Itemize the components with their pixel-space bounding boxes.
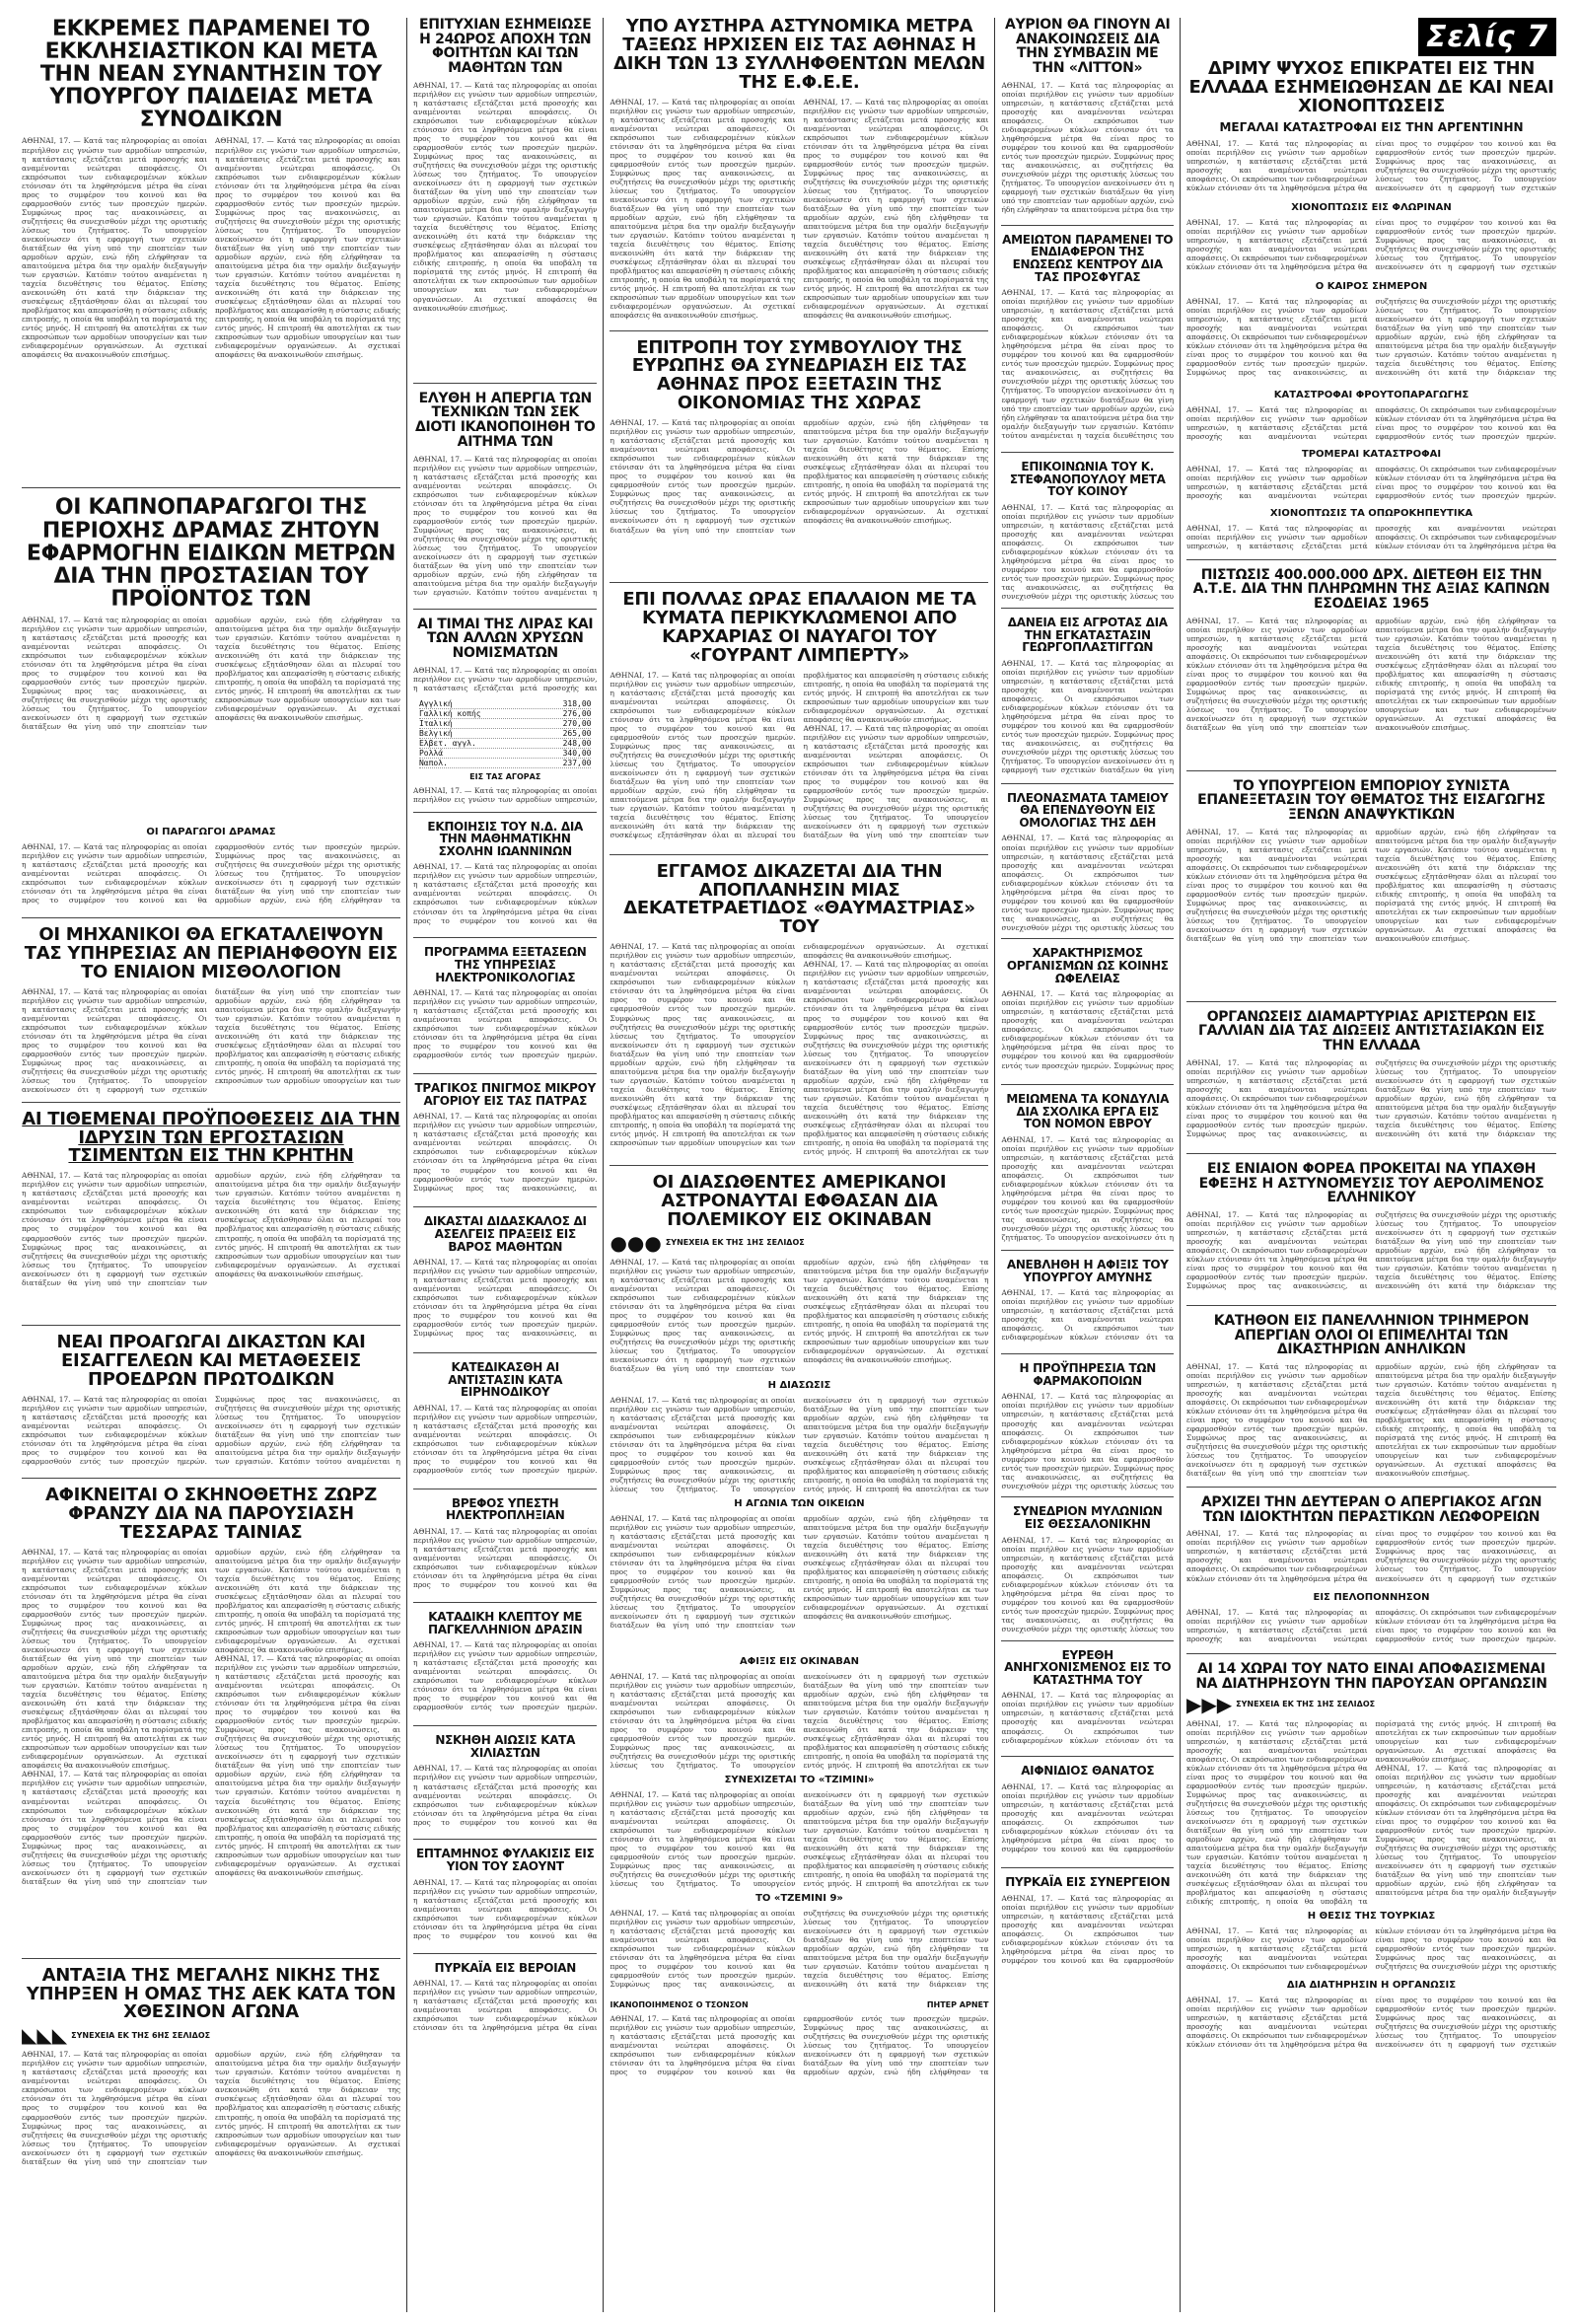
kicker: ΣΥΝΕΧΕΙΑ ΕΚ ΤΗΣ 1ΗΣ ΣΕΛΙΔΟΣ — [1236, 1700, 1376, 1709]
article-text — [22, 842, 400, 911]
article-dei-bonds — [1001, 792, 1174, 940]
article-teacher — [413, 1215, 598, 1353]
headline: ΕΥΡΕΘΗ ΑΝΗΓΧΟΝΙΣΜΕΝΟΣ ΕΙΣ ΤΟ ΚΑΤΑΣΤΗΜΑ ΤΟΥ — [1004, 1647, 1172, 1687]
article-drowning — [413, 1082, 598, 1207]
article-text — [22, 616, 400, 823]
rate-row: Αγγλική 318,00 — [418, 698, 592, 708]
article-seduction — [610, 860, 988, 1167]
article-evros-schools — [1001, 1093, 1174, 1251]
article-hanged — [1001, 1649, 1174, 1758]
headline: ΑΙ ΤΙΜΑΙ ΤΗΣ ΛΙΡΑΣ ΚΑΙ ΤΩΝ ΑΛΛΩΝ ΧΡΥΣΩΝ ΝΟΜΙΣΜΑΤΩΝ — [417, 616, 594, 661]
column-1 — [16, 18, 407, 2312]
headline: ΝΕΑΙ ΠΡΟΑΓΩΓΑΙ ΔΙΚΑΣΤΩΝ ΚΑΙ ΕΙΣΑΓΓΕΛΕΩΝ ΚΑΙ ΜΕΤΑΘΕΣΕΙΣ ΠΡΟΕΔΡΩΝ ΠΡΩΤΟΔΙΚΩΝ — [56, 1332, 366, 1391]
headline: ΕΚΚΡΕΜΕΣ ΠΑΡΑΜΕΝΕΙ ΤΟ ΕΚΚΛΗΣΙΑΣΤΙΚΟΝ ΚΑΙ ΜΕΤΑ ΤΗΝ ΝΕΑΝ ΣΥΝΑΝΤΗΣΙΝ ΤΟΥ ΥΠΟΥΡΓΟΥ ΠΑΙΔΕΙΑΣ ΜΕΤΑ ΣΥΝΟΔΙΚΩΝ — [39, 18, 383, 133]
subheading: Ο ΚΑΙΡΟΣ ΣΗΜΕΡΟΝ — [1315, 280, 1428, 292]
article-engineers — [22, 923, 400, 1103]
subheading: ΤΡΟΜΕΡΑΙ ΚΑΤΑΣΤΡΟΦΑΙ — [1301, 448, 1442, 460]
headline: ΑΥΡΙΟΝ ΘΑ ΓΙΝΟΥΝ ΑΙ ΑΝΑΚΟΙΝΩΣΕΙΣ ΔΙΑ ΤΗΝ ΣΥΜΒΑΣΙΝ ΜΕ ΤΗΝ «ΛΙΤΤΟΝ» — [1005, 18, 1171, 77]
article-text — [22, 136, 400, 481]
article-cement-crete — [22, 1108, 400, 1327]
article-exams — [413, 946, 598, 1074]
subheading: ΟΙ ΠΑΡΑΓΩΓΟΙ ΔΡΑΜΑΣ — [146, 826, 276, 837]
arrow-icon: ◣◣◣ — [22, 2023, 68, 2048]
article-pharmacists — [1001, 1362, 1174, 1497]
byline: ΠΗΤΕΡ ΑΡΝΕΤ — [926, 1999, 989, 2009]
headline: ΣΥΝΕΔΡΙΟΝ ΜΥΛΩΝΙΩΝ ΕΙΣ ΘΕΣΣΑΛΟΝΙΚΗΝ — [1012, 1504, 1163, 1531]
subheading: ΧΙΟΝΟΠΤΩΣΙΣ ΕΙΣ ΦΛΩΡΙΝΑΝ — [1291, 201, 1452, 213]
column-3 — [604, 18, 995, 2312]
arrow-icon: ●●● — [610, 1230, 662, 1255]
article-center-union — [1001, 234, 1174, 453]
headline: ΚΑΤΗΘΟΝ ΕΙΣ ΠΑΝΕΛΛΗΝΙΟΝ ΤΡΙΗΜΕΡΟΝ ΑΠΕΡΓΙΑΝ ΟΛΟΙ ΟΙ ΕΠΙΜΕΛΗΤΑΙ ΤΩΝ ΔΙΚΑΣΤΗΡΙΩΝ ΑΝΗΛΙΚΩΝ — [1213, 1312, 1530, 1358]
article-electrocution — [413, 1497, 598, 1603]
article-text — [413, 666, 598, 695]
article-text — [22, 1548, 400, 1952]
headline: ΕΠΤΑΜΗΝΟΣ ΦΥΛΑΚΙΣΙΣ ΕΙΣ ΥΙΟΝ ΤΟΥ ΣΑΟΥΝΤ — [415, 1847, 595, 1874]
article-text — [22, 1395, 400, 1472]
headline: ΕΠΙΤΥΧΙΑΝ ΕΣΗΜΕΙΩΣΕ Η 24ΩΡΟΣ ΑΠΟΧΗ ΤΩΝ ΦΟΙΤΗΤΩΝ ΚΑΙ ΤΩΝ ΜΑΘΗΤΩΝ ΤΩΝ — [418, 18, 592, 77]
gold-rates-table — [419, 699, 592, 768]
article-text — [22, 987, 400, 1096]
headline: ΑΙ ΤΙΘΕΜΕΝΑΙ ΠΡΟΫΠΟΘΕΣΕΙΣ ΔΙΑ ΤΗΝ ΙΔΡΥΣΙΝ ΤΩΝ ΕΡΓΟΣΤΑΣΙΩΝ ΤΣΙΜΕΝΤΩΝ ΕΙΣ ΤΗΝ ΚΡΗΤΗΝ — [22, 1108, 400, 1167]
article-council-europe — [610, 336, 988, 584]
headline: ΑΜΕΙΩΤΟΝ ΠΑΡΑΜΕΝΕΙ ΤΟ ΕΝΔΙΑΦΕΡΟΝ ΤΗΣ ΕΝΩΣΕΩΣ ΚΕΝΤΡΟΥ ΔΙΑ ΤΑΣ ΠΡΟΣΦΥΓΑΣ — [1002, 232, 1174, 284]
article-sek-strike — [413, 392, 598, 610]
column-4 — [995, 18, 1181, 2312]
subheading: ΤΟ «ΤΖΕΜΙΝΙ 9» — [755, 1892, 843, 1904]
headline: ΕΓΓΑΜΟΣ ΔΙΚΑΖΕΤΑΙ ΔΙΑ ΤΗΝ ΑΠΟΠΛΑΝΗΣΙΝ ΜΙΑΣ ΔΕΚΑΤΕΤΡΑΕΤΙΔΟΣ «ΘΑΥΜΑΣΤΡΙΑΣ» ΤΟΥ — [623, 860, 975, 938]
headline: ΔΡΙΜΥ ΨΥΧΟΣ ΕΠΙΚΡΑΤΕΙ ΕΙΣ ΤΗΝ ΕΛΛΑΔΑ ΕΣΗΜΕΙΩΘΗΣΑΝ ΔΕ ΚΑΙ ΝΕΑΙ ΧΙΟΝΟΠΤΩΣΕΙΣ — [1188, 58, 1554, 116]
rate-row: Ιταλική 270,00 — [418, 718, 592, 728]
article-shipwreck — [610, 591, 988, 855]
article-tobacco-credit — [1186, 568, 1556, 771]
headline: ΟΙ ΚΑΠΝΟΠΑΡΑΓΩΓΟΙ ΤΗΣ ΠΕΡΙΟΧΗΣ ΔΡΑΜΑΣ ΖΗΤΟΥΝ ΕΦΑΡΜΟΓΗΝ ΕΙΔΙΚΩΝ ΜΕΤΡΩΝ ΔΙΑ ΤΗΝ ΠΡΟΣΤΑΣΙΑΝ ΤΟΥ ΠΡΟΪΟΝΤΟΣ ΤΩΝ — [26, 495, 396, 612]
column-5 — [1181, 18, 1562, 2312]
headline: ΕΙΣ ΕΝΙΑΙΟΝ ΦΟΡΕΑ ΠΡΟΚΕΙΤΑΙ ΝΑ ΥΠΑΧΘΗ ΕΦΕΞΗΣ Η ΑΣΤΥΝΟΜΕΥΣΙΣ ΤΟΥ ΑΕΡΟΛΙΜΕΝΟΣ ΕΛΛΗΝΙΚΟΥ — [1198, 1160, 1544, 1206]
article-gold-rates — [413, 617, 598, 813]
article-millers — [1001, 1505, 1174, 1640]
article-chiliasts — [413, 1734, 598, 1840]
article-garage-fire — [1001, 1876, 1174, 1979]
headline: ΝΣΚΗΘΗ ΑΙΩΣΙΣ ΚΑΤΑ ΧΙΛΙΑΣΤΩΝ — [435, 1733, 576, 1760]
headline: ΕΛΥΘΗ Η ΑΠΕΡΓΙΑ ΤΩΝ ΤΕΧΝΙΚΩΝ ΤΩΝ ΣΕΚ ΔΙΟΤΙ ΙΚΑΝΟΠΟΙΗΘΗ ΤΟ ΑΙΤΗΜΑ ΤΩΝ — [414, 390, 596, 450]
article-ecclesiastical — [22, 18, 400, 488]
headline: ΚΑΤΑΔΙΚΗ ΚΛΕΠΤΟΥ ΜΕ ΠΑΓΚΕΛΛΗΝΙΟΝ ΔΡΑΣΙΝ — [428, 1610, 583, 1636]
rate-row: Γαλλική κοπής 276,00 — [418, 708, 592, 718]
arrow-icon: ▶▶▶ — [1186, 1692, 1233, 1716]
subheading: ΕΙΣ ΤΑΣ ΑΓΟΡΑΣ — [469, 771, 541, 781]
subheading: ΕΙΣ ΠΕΛΟΠΟΝΝΗΣΟΝ — [1313, 1592, 1430, 1604]
article-resistance — [413, 1361, 598, 1489]
headline: ΜΕΙΩΜΕΝΑ ΤΑ ΚΟΝΔΥΛΙΑ ΔΙΑ ΣΧΟΛΙΚΑ ΕΡΓΑ ΕΙΣ ΤΟΝ ΝΟΜΟΝ ΕΒΡΟΥ — [1006, 1092, 1170, 1131]
article-efee-trial — [610, 18, 988, 331]
article-tobacco-drama — [22, 496, 400, 917]
headline: ΕΠΙΚΟΙΝΩΝΙΑ ΤΟΥ Κ. ΣΤΕΦΑΝΟΠΟΥΛΟΥ ΜΕΤΑ ΤΟΥ ΚΟΙΝΟΥ — [1009, 460, 1166, 499]
headline: ΠΡΟΓΡΑΜΜΑ ΕΞΕΤΑΣΕΩΝ ΤΗΣ ΥΠΗΡΕΣΙΑΣ ΗΛΕΚΤΡΟΝΙΚΟΛΟΓΙΑΣ — [423, 945, 587, 984]
page-number-logo: Σελίς 7 — [1418, 18, 1556, 56]
rate-row: Ρολλά 340,00 — [418, 748, 592, 758]
rate-row: Βελγική 265,00 — [418, 728, 592, 738]
headline: ΠΙΣΤΩΣΙΣ 400.000.000 ΔΡΧ. ΔΙΕΤΕΘΗ ΕΙΣ ΤΗΝ Α.Τ.Ε. ΔΙΑ ΤΗΝ ΠΛΗΡΩΜΗΝ ΤΗΣ ΑΞΙΑΣ ΚΑΠΝΩΝ ΕΣΟΔΕΙΑΣ 1965 — [1192, 566, 1550, 613]
headline: ΔΙΚΑΣΤΑΙ ΔΙΔΑΣΚΑΛΟΣ ΔΙ ΑΣΕΛΓΕΙΣ ΠΡΑΞΕΙΣ ΕΙΣ ΒΑΡΟΣ ΜΑΘΗΤΩΝ — [423, 1214, 587, 1254]
article-saoud — [413, 1848, 598, 1953]
article-soft-drinks — [1186, 779, 1556, 1002]
article-sudden-death — [1001, 1765, 1174, 1868]
headline: ΕΠΙ ΠΟΛΛΑΣ ΩΡΑΣ ΕΠΑΛΑΙΟΝ ΜΕ ΤΑ ΚΥΜΑΤΑ ΠΕΡΙΚΥΚΛΩΜΕΝΟΙ ΑΠΟ ΚΑΡΧΑΡΙΑΣ ΟΙ ΝΑΥΑΓΟΙ ΤΟΥ «ΓΟΥΡΑΝΤ ΛΙΜΠΕΡΤΥ» — [622, 589, 976, 666]
rate-row: Ναπολ. 237,00 — [418, 758, 592, 767]
article-cold-weather — [1186, 60, 1556, 560]
headline: ΔΑΝΕΙΑ ΕΙΣ ΑΓΡΟΤΑΣ ΔΙΑ ΤΗΝ ΕΓΚΑΤΑΣΤΑΣΙΝ ΓΕΩΡΓΟΠΛΑΣΤΙΓΓΩΝ — [1007, 615, 1168, 655]
article-student-strike — [413, 18, 598, 384]
headline: ΒΡΕΦΟΣ ΥΠΕΣΤΗ ΗΛΕΚΤΡΟΠΛΗΞΙΑΝ — [445, 1495, 565, 1523]
subheading: ΙΚΑΝΟΠΟΙΗΜΕΝΟΣ Ο ΤΣΟΝΣΟΝ — [610, 1999, 749, 2009]
headline: ΧΑΡΑΚΤΗΡΙΣΜΟΣ ΟΡΓΑΝΙΣΜΩΝ ΩΣ ΚΟΙΝΗΣ ΩΦΕΛΕΙΑΣ — [1006, 946, 1169, 985]
article-defense-minister — [1001, 1259, 1174, 1354]
article-text — [413, 455, 598, 603]
columns — [16, 18, 1562, 2312]
subheadline: ΜΕΓΑΛΑΙ ΚΑΤΑΣΤΡΟΦΑΙ ΕΙΣ ΤΗΝ ΑΡΓΕΝΤΙΝΗΝ — [1219, 119, 1524, 134]
subheading: ΧΙΟΝΟΠΤΩΣΙΣ ΤΑ ΟΠΩΡΟΚΗΠΕΥΤΙΚΑ — [1269, 507, 1473, 519]
article-math-school — [413, 821, 598, 939]
headline: ΤΡΑΓΙΚΟΣ ΠΝΙΓΜΟΣ ΜΙΚΡΟΥ ΑΓΟΡΙΟΥ ΕΙΣ ΤΑΣ ΠΑΤΡΑΣ — [414, 1081, 596, 1108]
headline: ΑΦΙΚΝΕΙΤΑΙ Ο ΣΚΗΝΟΘΕΤΗΣ ΖΩΡΖ ΦΡΑΝΖΥ ΔΙΑ ΝΑ ΠΑΡΟΥΣΙΑΣΗ ΤΕΣΣΑΡΑΣ ΤΑΙΝΙΑΣ — [44, 1484, 378, 1543]
headline: ΚΑΤΕΔΙΚΑΣΘΗ ΑΙ ΑΝΤΙΣΤΑΣΙΝ ΚΑΤΑ ΕΙΡΗΝΟΔΙΚΟΥ — [448, 1360, 563, 1400]
subheading: Η ΘΕΣΙΣ ΤΗΣ ΤΟΥΡΚΙΑΣ — [1307, 1910, 1436, 1922]
article-judges — [22, 1334, 400, 1479]
article-astronauts — [610, 1174, 988, 2089]
headline: ΟΙ ΜΗΧΑΝΙΚΟΙ ΘΑ ΕΓΚΑΤΑΛΕΙΨΟΥΝ ΤΑΣ ΥΠΗΡΕΣΙΑΣ ΑΝ ΠΕΡΙΑΗΦΘΟΥΝ ΕΙΣ ΤΟ ΕΝΙΑΙΟΝ ΜΙΣΘΟΛΟΓΙΟΝ — [24, 923, 398, 982]
kicker: ΣΥΝΕΧΕΙΑ ΕΚ ΤΗΣ 1ΗΣ ΣΕΛΙΔΟΣ — [665, 1238, 805, 1248]
article-nato — [1186, 1662, 1556, 2060]
article-bus-strike — [1186, 1495, 1556, 1654]
headline: ΕΚΠΟΙΗΣΙΣ ΤΟΥ Ν.Δ. ΔΙΑ ΤΗΝ ΜΑΘΗΜΑΤΙΚΗΝ ΣΧΟΛΗΝ ΙΩΑΝΝΙΝΩΝ — [427, 819, 584, 858]
subheading: Η ΑΓΩΝΙΑ ΤΩΝ ΟΙΚΕΙΩΝ — [734, 1497, 865, 1509]
headline: ΟΡΓΑΝΩΣΕΙΣ ΔΙΑΜΑΡΤΥΡΙΑΣ ΑΡΙΣΤΕΡΩΝ ΕΙΣ ΓΑΛΛΙΑΝ ΔΙΑ ΤΑΣ ΔΙΩΞΕΙΣ ΑΝΤΙΣΤΑΣΙΑΚΩΝ ΕΙΣ ΤΗΝ ΕΛΛΑΔΑ — [1198, 1008, 1544, 1054]
article-airport-police — [1186, 1162, 1556, 1306]
headline: ΑΝΕΒΛΗΘΗ Η ΑΦΙΞΙΣ ΤΟΥ ΥΠΟΥΡΓΟΥ ΑΜΥΝΗΣ — [1006, 1258, 1169, 1284]
article-thief — [413, 1611, 598, 1726]
headline: ΠΛΕΟΝΑΣΜΑΤΑ ΤΑΜΕΙΟΥ ΘΑ ΕΠΕΝΔΥΘΟΥΝ ΕΙΣ ΟΜΟΛΟΓΙΑΣ ΤΗΣ ΔΕΗ — [1007, 790, 1169, 830]
headline: ΕΠΙΤΡΟΠΗ ΤΟΥ ΣΥΜΒΟΥΛΙΟΥ ΤΗΣ ΕΥΡΩΠΗΣ ΘΑ ΣΥΝΕΔΡΙΑΣΗ ΕΙΣ ΤΑΣ ΑΘΗΝΑΣ ΠΡΟΣ ΕΞΕΤΑΣΙΝ ΤΗΣ ΟΙΚΟΝΟΜΙΑΣ ΤΗΣ ΧΩΡΑΣ — [631, 336, 968, 414]
subheading: Η ΔΙΑΣΩΣΙΣ — [767, 1379, 831, 1391]
headline: ΑΝΤΑΞΙΑ ΤΗΣ ΜΕΓΑΛΗΣ ΝΙΚΗΣ ΤΗΣ ΥΠΗΡΞΕΝ Η ΟΜΑΣ ΤΗΣ ΑΕΚ ΚΑΤΑ ΤΟΝ ΧΘΕΣΙΝΟΝ ΑΓΩΝΑ — [26, 1964, 396, 2023]
subheading: ΔΙΑ ΔΙΑΤΗΡΗΣΙΝ Η ΟΡΓΑΝΩΣΙΣ — [1286, 1979, 1457, 1991]
rate-row: Ελβετ. αγγλ. 248,00 — [418, 738, 592, 748]
subheading: ΑΦΙΞΙΣ ΕΙΣ ΟΚΙΝΑΒΑΝ — [739, 1655, 859, 1667]
headline: ΠΥΡΚΑΪΑ ΕΙΣ ΒΕΡΟΙΑΝ — [434, 1960, 576, 1975]
article-franju — [22, 1484, 400, 1959]
headline: ΑΙ 14 ΧΩΡΑΙ ΤΟΥ ΝΑΤΟ ΕΙΝΑΙ ΑΠΟΦΑΣΙΣΜΕΝΑΙ ΝΑ ΔΙΑΤΗΡΗΣΟΥΝ ΤΗΝ ΠΑΡΟΥΣΑΝ ΟΡΓΑΝΩΣΙΝ — [1195, 1661, 1547, 1693]
article-juvenile-courts — [1186, 1314, 1556, 1488]
article-aek — [22, 1964, 400, 2175]
article-farm-loans — [1001, 617, 1174, 784]
subheading: ΚΑΤΑΣΤΡΟΦΑΙ ΦΡΟΥΤΟΠΑΡΑΓΩΓΗΣ — [1273, 389, 1470, 400]
column-2 — [407, 18, 605, 2312]
kicker: ΣΥΝΕΧΕΙΑ ΕΚ ΤΗΣ 6ΗΣ ΣΕΛΙΔΟΣ — [71, 2030, 211, 2040]
article-text — [413, 81, 598, 377]
article-text — [22, 1171, 400, 1319]
article-stefanopoulos — [1001, 461, 1174, 609]
article-public-benefit — [1001, 947, 1174, 1085]
headline: Η ΠΡΟΫΠΗΡΕΣΙΑ ΤΩΝ ΦΑΡΜΑΚΟΠΟΙΩΝ — [1019, 1361, 1156, 1388]
article-litton — [1001, 18, 1174, 226]
article-text — [22, 2050, 400, 2168]
headline: ΑΡΧΙΖΕΙ ΤΗΝ ΔΕΥΤΕΡΑΝ Ο ΑΠΕΡΓΙΑΚΟΣ ΑΓΩΝ ΤΩΝ ΙΔΙΟΚΤΗΤΩΝ ΠΕΡΑΣΤΙΚΩΝ ΛΕΩΦΟΡΕΙΩΝ — [1200, 1493, 1542, 1525]
headline: ΠΥΡΚΑΪΑ ΕΙΣ ΣΥΝΕΡΓΕΙΟΝ — [1005, 1874, 1171, 1889]
headline: ΥΠΟ ΑΥΣΤΗΡΑ ΑΣΤΥΝΟΜΙΚΑ ΜΕΤΡΑ ΤΑΞΕΩΣ ΗΡΧΙΣΕΝ ΕΙΣ ΤΑΣ ΑΘΗΝΑΣ Η ΔΙΚΗ ΤΩΝ 13 ΣΥΛΛΗΦΘΕΝΤΩΝ ΜΕΛΩΝ ΤΗΣ Ε.Φ.Ε.Ε. — [613, 18, 985, 93]
subheading: ΣΥΝΕΧΙΖΕΤΑΙ ΤΟ «ΤΖΙΜΙΝΙ» — [724, 1774, 875, 1785]
headline: ΟΙ ΔΙΑΣΩΘΕΝΤΕΣ ΑΜΕΡΙΚΑΝΟΙ ΑΣΤΡΟΝΑΥΤΑΙ ΕΦΘΑΣΑΝ ΔΙΑ ΠΟΛΕΜΙΚΟΥ ΕΙΣ ΟΚΙΝΑΒΑΝ — [652, 1172, 947, 1231]
headline: ΑΙΦΝΙΔΙΟΣ ΘΑΝΑΤΟΣ — [1021, 1764, 1155, 1779]
article-fire-veria — [413, 1962, 598, 2045]
headline: ΤΟ ΥΠΟΥΡΓΕΙΟΝ ΕΜΠΟΡΙΟΥ ΣΥΝΙΣΤΑ ΕΠΑΝΕΞΕΤΑΣΙΝ ΤΟΥ ΘΕΜΑΤΟΣ ΤΗΣ ΕΙΣΑΓΩΓΗΣ ΞΕΝΩΝ ΑΝΑΨΥΚΤΙΚΩΝ — [1197, 777, 1545, 824]
article-france-protests — [1186, 1010, 1556, 1154]
